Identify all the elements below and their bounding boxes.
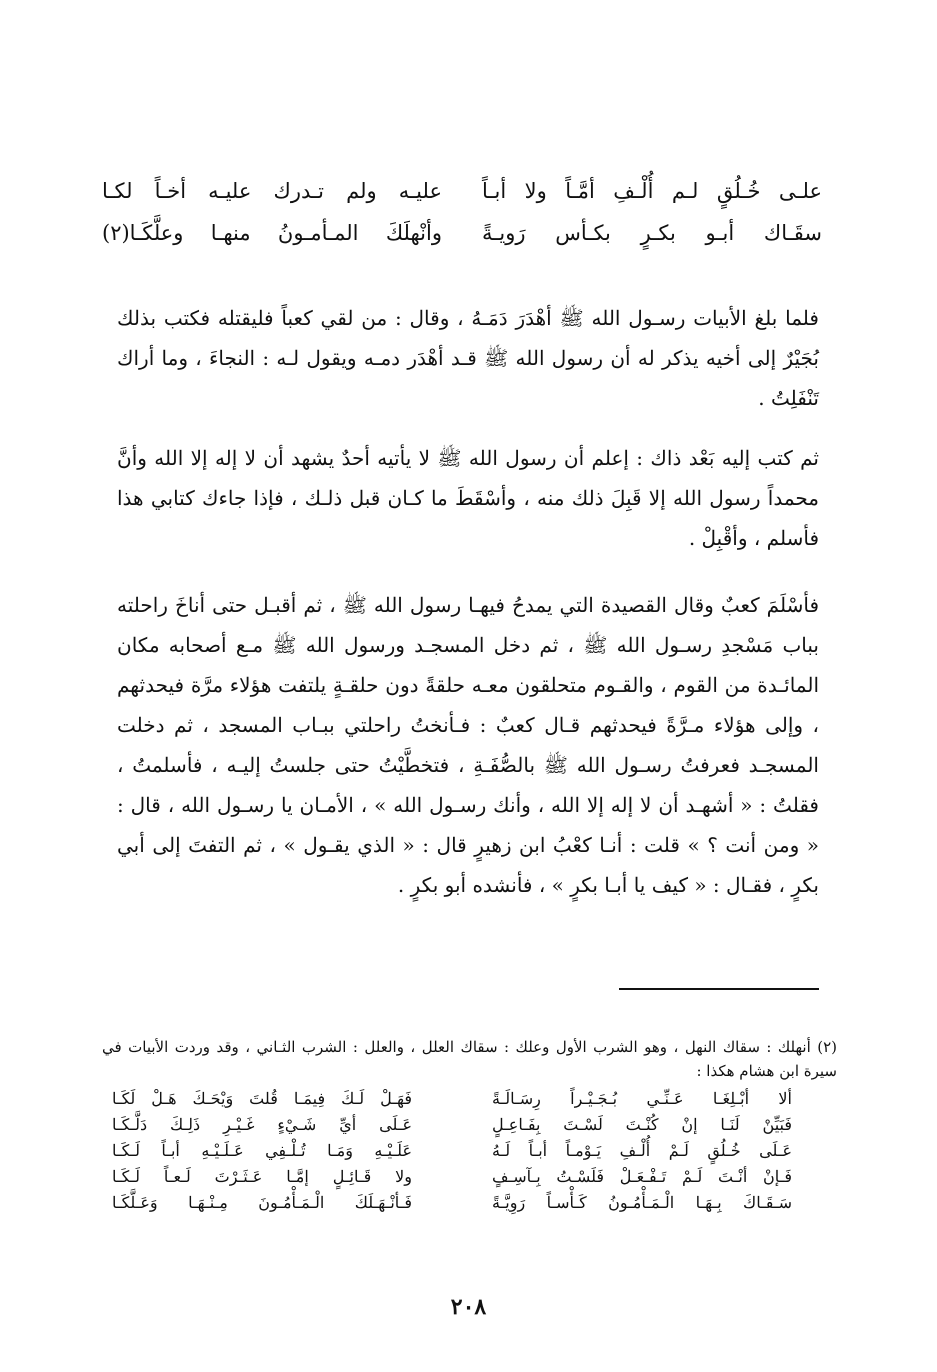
footnote-verse-line [112,1137,792,1163]
footnote-verse-line [112,1163,792,1189]
verse-line [102,170,822,212]
page-number: ٢٠٨ [450,1294,487,1320]
paragraph: فلما بلغ الأبيات رسـول الله ﷺ أهْدَرَ دَمَـهُ ، وقال : من لقي كعباً فليقتله فكتب بذلك بُجَيْرٌ إلى أخيه يذكر له أن رسول الله ﷺ قـد أهْدَر دمـه ويقول لـه : النجاءَ ، وما أراك تَنْفَلِتُ . [117,306,819,410]
footnote-verse-second: فَـأنْـهَـلَكَ الْـمَـأْمُـونَ مِـنْـهَـا وَعَـلَّكَـا [112,1192,412,1212]
footnote-verse-first: عَـلَى خُـلُقٍ لَـمْ أُلْـفِ يَـوْمـاً أبـاً لَـهُ [492,1140,792,1160]
verse-second-hemistich: وأنْهلَكَ المـأمـونُ منهـا وعلَّكَـا(٢) [102,221,442,245]
footnote-verse-line [112,1111,792,1137]
footnote-verse-line [112,1189,792,1215]
footnote-verse-second: ولا قَـائِـلٍ إمَّـا عَـثَـرْتَ لَـعـاً لَـكَـا [112,1166,412,1186]
footnote-verses [112,1085,792,1215]
paragraph: فأسْلَمَ كعبٌ وقال القصيدة التي يمدحُ فيهـا رسول الله ﷺ ، ثم أقبـل حتى أناخَ راحلته بباب مَسْجدِ رسـول الله ﷺ ، ثم دخل المسجـد ورسول الله ﷺ مـع أصحابه مكان المائـدة من القوم ، والقـوم متحلقون معـه حلقةً دون حلقـةٍ يلتفت هؤلاء مرَّة فيحدثهم ، وإلى هؤلاء مـرَّةً فيحدثهم قـال كعبٌ : فـأنختُ راحلتي ببـاب المسجد ، ثم دخلت المسجـد فعرفتُ رسـول الله ﷺ بالصُّفَـةِ ، فتخطَّيْتُ حتى جلستُ إليـه ، فأسلمتُ ، فقلتُ : « أشهـد أن لا إله إلا الله ، وأنك رسـول الله » ، الأمـان يا رسـول الله ، قال : « ومن أنت ؟ » قلت : أنـا كعْبُ ابن زهيرٍ قال : « الذي يقـول » ، ثم التفتَ إلى أبي بكرٍ ، فقـال : « كيف يا أبـا بكرٍ » ، فأنشده أبو بكرٍ . [117,593,819,897]
footnote-verse-first: فَـإنْ أنْـتَ لَـمْ تَـفْـعَـلْ فَلَسْـتُ بِـآسِـفٍ [492,1166,792,1186]
footnote-verse-second: عَـلَى أيِّ شَـيْءٍ غَـيْـرِ ذَلِـكَ دَلَّـكَـا [112,1114,412,1134]
footnote-verse-first: ألا أبْـلِغَـا عَـنِّـي بُـجَـيْـراً رِسَـالَـةً [492,1088,792,1108]
verse-line [102,212,822,254]
poem-verses [102,170,822,254]
footnote-verse-line [112,1085,792,1111]
verse-second-hemistich: عليـه ولم تـدرك عليـه أخـاً لكـا [102,179,442,203]
paragraph: ثم كتب إليه بَعْد ذاك : إعلم أن رسول الله ﷺ لا يأتيه أحدٌ يشهد أن لا إله إلا الله وأنَّ محمداً رسول الله إلا قَبِلَ ذلك منه ، وأسْقَطَ ما كـان قبل ذلـك ، فإذا جاءك كتابي هذا فأسلم ، وأقْبِلْ . [117,446,819,550]
footnote-verse-second: عَلَـيْـهِ وَمَـا تُـلْـفِي عَـلَـيْـهِ أبـاً لَـكَـا [112,1140,412,1160]
footnote-separator [619,988,819,990]
footnote-verse-first: فَبَيِّنْ لَنَـا إنْ كُنْـتَ لَسْـتَ بِفَـاعِـلٍ [492,1114,792,1134]
footnote-verse-first: سَـقَـاكَ بِـهَـا الْـمَـأْمُـونُ كَـأْسـاً رَوِيَّـةً [492,1192,792,1212]
verse-first-hemistich: سقَـاك أبـو بكـرٍ بكـأس رَويـةً [482,221,822,245]
verse-first-hemistich: علـى خُـلُقٍ لـم أُلْـفِ أمَّـاً ولا أبـاً [482,179,822,203]
footnote-text: (٢) أنهلك : سقاك النهل ، وهو الشرب الأول وعلك : سقاك العلل ، والعلل : الشرب الثـاني ، وقد وردت الأبيات في سيرة ابن هشام هكذا : [102,1038,837,1080]
footnote-verse-second: فَهَـلْ لَـكَ فِيمَـا قُلتَ وَيْحَـكَ هَـلْ لَكَـا [112,1088,412,1108]
